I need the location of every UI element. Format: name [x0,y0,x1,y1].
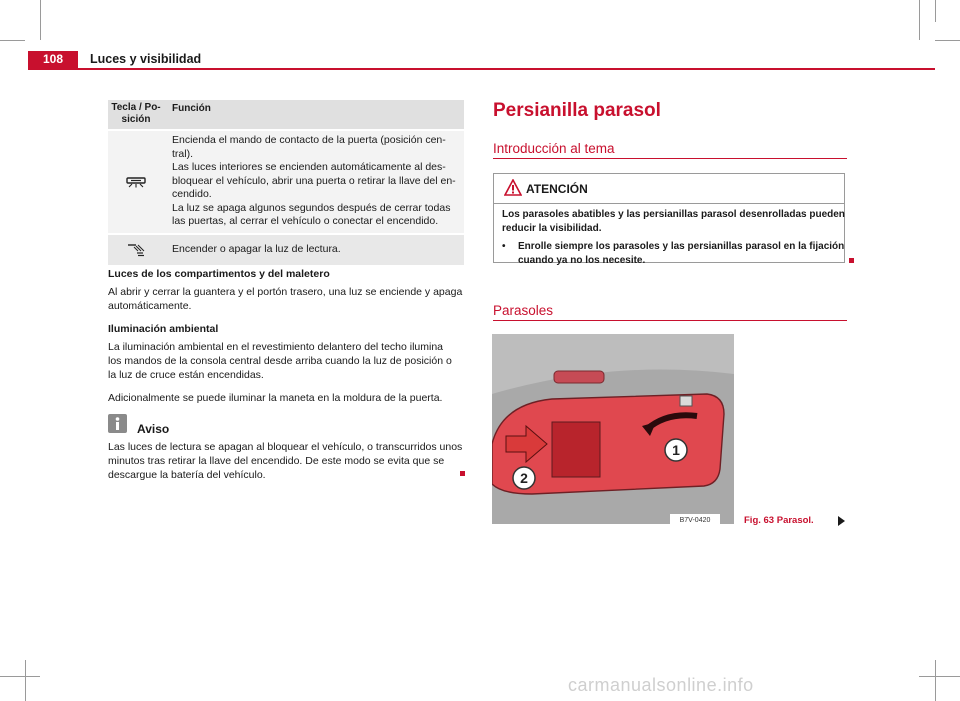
crop-mark [0,676,40,677]
function-table [108,100,464,265]
crop-mark [40,0,41,40]
header-function: Función [172,103,211,114]
reading-light-icon [108,235,164,265]
text-line: Al abrir y cerrar la guantera y el portón trasero, una luz se enciende y apaga [108,286,463,298]
text-line: Los parasoles abatibles y las persianillas parasol desenrolladas pueden [502,209,845,220]
parasoles-heading: Parasoles [493,303,554,318]
text-line: cuando ya no los necesite. [518,254,646,266]
section-subheading: Iluminación ambiental [108,323,219,335]
header-key-position [108,100,164,129]
text-line: Las luces interiores se encienden automáticamente al des- [172,161,446,173]
info-icon [108,414,127,433]
crop-mark [935,0,936,22]
callout-2: 2 [520,470,528,486]
warning-header [494,174,844,204]
heading-rule [493,320,847,321]
text-line: reducir la visibilidad. [502,222,602,234]
header-key-line: sición [121,114,151,125]
text-line: Encienda el mando de contacto de la puerta (posición cen- [172,134,446,146]
paragraph [108,340,468,382]
heading-rule [493,158,847,159]
text-line: minutos tras retirar la llave del encendido. De este modo se evita que se [108,455,445,467]
table-header [108,100,464,129]
crop-mark [935,660,936,701]
warning-box [493,173,845,266]
intro-heading: Introducción al tema [493,141,615,156]
section-title: Persianilla parasol [493,100,661,121]
section-end-mark [849,258,854,263]
watermark: carmanualsonline.info [568,675,754,695]
row-description: Encender o apagar la luz de lectura. [172,242,341,255]
table-row [108,131,464,233]
callout-1: 1 [672,442,680,458]
compartments-section [108,267,468,313]
text-line: cendido. [172,188,212,200]
section-subheading: Luces de los compartimentos y del maletero [108,268,330,280]
warning-triangle-icon [504,179,522,196]
header-rule [28,68,935,70]
crop-mark [25,660,26,701]
sun-visor-illustration [492,334,734,524]
continue-arrow-icon [838,516,845,526]
section-end-mark [460,471,465,476]
warning-body [494,204,844,267]
crop-mark [919,0,920,40]
door-contact-icon [108,131,164,233]
warning-bullet [502,240,845,267]
bullet-symbol: • [502,241,506,252]
figure-caption: Fig. 63 Parasol. [744,515,814,526]
text-line: Las luces de lectura se apagan al bloquear el vehículo, o transcurridos unos [108,441,463,453]
crop-mark [935,40,960,41]
header-key-line: Tecla / Po- [111,102,161,113]
text-line: la luz de cruce están encendidas. [108,369,264,381]
text-line: tral). [172,147,193,160]
figure-code: B7V-0420 [679,517,711,524]
text-line: automáticamente. [108,300,192,312]
text-line: La iluminación ambiental en el revestimiento delantero del techo ilumina [108,341,444,353]
text-line: las puertas, al cerrar el vehículo o conectar el encendido. [172,215,439,227]
page-number: 108 [28,51,78,68]
row-description [164,131,464,233]
warning-title: ATENCIÓN [526,182,588,196]
text-line: descargue la batería del vehículo. [108,469,266,481]
chapter-title: Luces y visibilidad [90,52,202,66]
text-line: La luz se apaga algunos segundos después de cerrar todas [172,201,451,214]
notice-text [108,440,468,482]
notice-label: Aviso [137,422,170,436]
ambient-section [108,322,468,405]
paragraph: Adicionalmente se puede iluminar la maneta en la moldura de la puerta. [108,392,443,404]
warning-paragraph [502,208,845,235]
text-line: los mandos de la consola central desde arriba cuando la luz de posición o [108,355,452,367]
crop-mark [0,40,25,41]
crop-mark [919,676,960,677]
table-row [108,235,464,265]
paragraph [108,285,468,313]
text-line: bloquear el vehículo, abrir una puerta o retirar la llave del en- [172,174,456,187]
text-line: Enrolle siempre los parasoles y las persianillas parasol en la fijación [518,241,845,252]
